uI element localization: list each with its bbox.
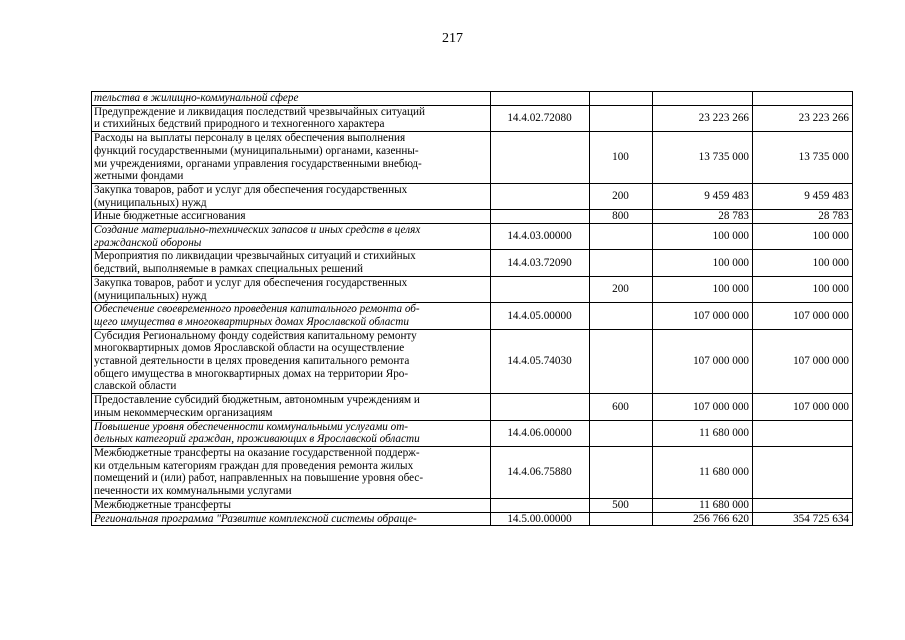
row-name-line: Иные бюджетные ассигнования	[94, 210, 246, 223]
row-name-cell	[92, 303, 491, 329]
row-name-line: Межбюджетные трансферты	[94, 498, 231, 511]
row-expense-type-cell	[590, 105, 653, 131]
row-name-line: Межбюджетные трансферты на оказание государственной поддерж-	[94, 446, 420, 459]
row-code-cell: 14.4.06.00000	[491, 420, 590, 446]
table-row	[92, 446, 853, 498]
row-year1-amount-cell: 11 680 000	[653, 420, 753, 446]
row-code-cell	[491, 92, 590, 106]
row-year2-amount-cell	[753, 92, 853, 106]
row-year1-amount-cell: 9 459 483	[653, 183, 753, 209]
row-year1-amount-cell: 107 000 000	[653, 303, 753, 329]
table-row	[92, 183, 853, 209]
row-year2-amount-cell: 100 000	[753, 224, 853, 250]
row-name-cell	[92, 498, 491, 512]
row-year2-amount-cell	[753, 446, 853, 498]
row-name-line: иным некоммерческим организациям	[94, 406, 273, 419]
row-year1-amount-cell: 256 766 620	[653, 512, 753, 526]
row-name-cell	[92, 132, 491, 184]
row-name-cell	[92, 329, 491, 394]
row-name-line: ки отдельным категориям граждан для проведения ремонта жилых	[94, 459, 414, 472]
table-row	[92, 250, 853, 276]
row-code-cell	[491, 132, 590, 184]
row-code-cell	[491, 394, 590, 420]
row-expense-type-cell: 500	[590, 498, 653, 512]
table-row	[92, 420, 853, 446]
row-expense-type-cell	[590, 92, 653, 106]
row-name-line: (муниципальных) нужд	[94, 196, 207, 209]
row-code-cell: 14.4.05.74030	[491, 329, 590, 394]
row-name-line: славской области	[94, 380, 177, 393]
table-row	[92, 105, 853, 131]
row-code-cell: 14.4.05.00000	[491, 303, 590, 329]
row-name-cell	[92, 276, 491, 302]
row-year1-amount-cell	[653, 92, 753, 106]
row-name-cell	[92, 420, 491, 446]
row-expense-type-cell: 200	[590, 183, 653, 209]
row-name-line: Закупка товаров, работ и услуг для обеспечения государственных	[94, 183, 408, 196]
table-row	[92, 303, 853, 329]
budget-table-body	[92, 92, 853, 526]
row-year2-amount-cell: 9 459 483	[753, 183, 853, 209]
row-name-line: Расходы на выплаты персоналу в целях обеспечения выполнения	[94, 132, 406, 145]
row-code-cell: 14.4.03.00000	[491, 224, 590, 250]
row-year2-amount-cell: 100 000	[753, 276, 853, 302]
row-year1-amount-cell: 100 000	[653, 250, 753, 276]
row-year2-amount-cell: 107 000 000	[753, 394, 853, 420]
row-name-cell	[92, 210, 491, 224]
row-year2-amount-cell	[753, 498, 853, 512]
row-expense-type-cell	[590, 250, 653, 276]
table-row	[92, 224, 853, 250]
row-name-line: общего имущества в многоквартирных домах на территории Яро-	[94, 367, 409, 380]
row-year2-amount-cell: 107 000 000	[753, 303, 853, 329]
row-year1-amount-cell: 23 223 266	[653, 105, 753, 131]
row-expense-type-cell: 600	[590, 394, 653, 420]
row-year1-amount-cell: 100 000	[653, 276, 753, 302]
row-expense-type-cell	[590, 446, 653, 498]
row-name-line: Обеспечение своевременного проведения капитального ремонта об-	[94, 303, 420, 316]
row-name-line: гражданской обороны	[94, 236, 202, 249]
row-code-cell: 14.4.02.72080	[491, 105, 590, 131]
row-code-cell	[491, 183, 590, 209]
table-row	[92, 210, 853, 224]
row-year1-amount-cell: 11 680 000	[653, 498, 753, 512]
row-expense-type-cell: 100	[590, 132, 653, 184]
row-name-line: Повышение уровня обеспеченности коммунальными услугами от-	[94, 420, 409, 433]
row-name-line: Закупка товаров, работ и услуг для обеспечения государственных	[94, 276, 408, 289]
row-expense-type-cell	[590, 329, 653, 394]
row-name-cell	[92, 446, 491, 498]
row-name-line: уставной деятельности в целях проведения капитального ремонта	[94, 355, 410, 368]
row-year2-amount-cell: 13 735 000	[753, 132, 853, 184]
row-expense-type-cell	[590, 420, 653, 446]
row-name-line: Создание материально-технических запасов и иных средств в целях	[94, 224, 421, 237]
row-name-cell	[92, 105, 491, 131]
row-name-line: и стихийных бедствий природного и техногенного характера	[94, 118, 385, 131]
table-row	[92, 92, 853, 106]
row-year2-amount-cell: 354 725 634	[753, 512, 853, 526]
row-name-line: Региональная программа "Развитие комплексной системы обраще-	[94, 512, 417, 525]
row-name-line: жетными фондами	[94, 170, 184, 183]
page-number: 217	[442, 31, 463, 46]
row-expense-type-cell	[590, 512, 653, 526]
row-year1-amount-cell: 13 735 000	[653, 132, 753, 184]
row-name-line: тельства в жилищно-коммунальной сфере	[94, 92, 299, 104]
row-year2-amount-cell: 28 783	[753, 210, 853, 224]
row-expense-type-cell	[590, 303, 653, 329]
table-row	[92, 276, 853, 302]
row-name-line: Предупреждение и ликвидация последствий чрезвычайных ситуаций	[94, 105, 425, 118]
row-expense-type-cell	[590, 224, 653, 250]
row-name-cell	[92, 394, 491, 420]
row-year2-amount-cell: 107 000 000	[753, 329, 853, 394]
row-name-line: щего имущества в многоквартирных домах Ярославской области	[94, 315, 409, 328]
row-name-cell	[92, 512, 491, 526]
table-row	[92, 512, 853, 526]
row-name-line: многоквартирных домов Ярославской области на осуществление	[94, 342, 405, 355]
row-code-cell: 14.5.00.00000	[491, 512, 590, 526]
row-year2-amount-cell	[753, 420, 853, 446]
row-name-cell	[92, 224, 491, 250]
row-code-cell	[491, 276, 590, 302]
budget-table	[91, 91, 853, 526]
row-year1-amount-cell: 11 680 000	[653, 446, 753, 498]
row-code-cell: 14.4.03.72090	[491, 250, 590, 276]
table-row	[92, 394, 853, 420]
row-expense-type-cell: 200	[590, 276, 653, 302]
row-code-cell	[491, 210, 590, 224]
table-row	[92, 132, 853, 184]
row-name-line: Мероприятия по ликвидации чрезвычайных ситуаций и стихийных	[94, 250, 416, 263]
row-name-line: Субсидия Региональному фонду содействия капитальному ремонту	[94, 329, 417, 342]
row-name-cell	[92, 183, 491, 209]
row-name-line: печенности их коммунальными услугами	[94, 485, 292, 498]
row-name-cell	[92, 92, 491, 106]
row-name-line: помещений и (или) работ, направленных на повышение уровня обес-	[94, 472, 424, 485]
row-year1-amount-cell: 28 783	[653, 210, 753, 224]
row-name-line: бедствий, выполняемые в рамках специальных решений	[94, 263, 364, 276]
row-year2-amount-cell: 23 223 266	[753, 105, 853, 131]
table-row	[92, 498, 853, 512]
row-code-cell: 14.4.06.75880	[491, 446, 590, 498]
row-name-line: функций государственными (муниципальными) органами, казенны-	[94, 144, 419, 157]
row-name-cell	[92, 250, 491, 276]
table-row	[92, 329, 853, 394]
row-year2-amount-cell: 100 000	[753, 250, 853, 276]
row-name-line: Предоставление субсидий бюджетным, автономным учреждениям и	[94, 394, 420, 407]
row-year1-amount-cell: 107 000 000	[653, 329, 753, 394]
row-code-cell	[491, 498, 590, 512]
row-name-line: дельных категорий граждан, проживающих в Ярославской области	[94, 433, 420, 446]
row-expense-type-cell: 800	[590, 210, 653, 224]
row-year1-amount-cell: 100 000	[653, 224, 753, 250]
row-name-line: (муниципальных) нужд	[94, 289, 207, 302]
row-name-line: ми учреждениями, органами управления государственными внебюд-	[94, 157, 422, 170]
row-year1-amount-cell: 107 000 000	[653, 394, 753, 420]
